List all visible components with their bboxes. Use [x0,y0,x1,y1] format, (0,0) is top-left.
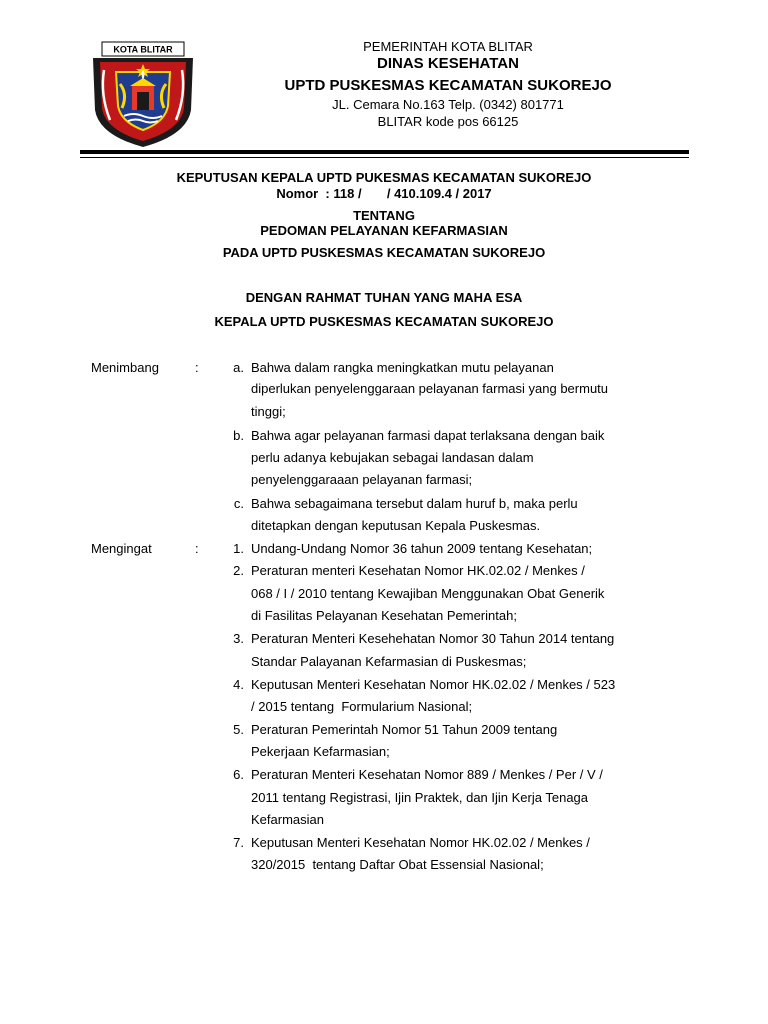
mengingat-label: Mengingat [91,541,152,556]
mengingat-marker: 6. [233,767,244,782]
decree-authority: KEPALA UPTD PUSKESMAS KECAMATAN SUKOREJO [214,314,554,329]
menimbang-label: Menimbang [91,360,159,375]
mengingat-line: Kefarmasian [251,812,324,827]
mengingat-line: 320/2015 tentang Daftar Obat Essensial Nasional; [251,857,544,872]
header-address: JL. Cemara No.163 Telp. (0342) 801771 [332,97,564,112]
decree-location: PADA UPTD PUSKESMAS KECAMATAN SUKOREJO [222,245,546,260]
menimbang-line: ditetapkan dengan keputusan Kepala Puskesmas. [251,518,541,533]
menimbang-marker: a. [233,360,244,375]
mengingat-line: Undang-Undang Nomor 36 tahun 2009 tentang Kesehatan; [251,541,593,556]
logo-label: KOTA BLITAR [113,44,173,55]
menimbang-marker: c. [233,496,244,511]
mengingat-line: Peraturan Pemerintah Nomor 51 Tahun 2009 tentang [251,722,558,737]
menimbang-line: perlu adanya kebujakan sebagai landasan dalam [251,450,534,465]
menimbang-colon: : [195,360,199,375]
header-institution: UPTD PUSKESMAS KECAMATAN SUKOREJO [284,77,612,94]
mengingat-colon: : [195,541,199,556]
mengingat-marker: 2. [233,563,244,578]
header-department: DINAS KESEHATAN [377,55,519,72]
menimbang-line: Bahwa sebagaimana tersebut dalam huruf b, maka perlu [251,496,578,511]
mengingat-line: Pekerjaan Kefarmasian; [251,744,390,759]
letterhead-divider-thick [80,150,689,154]
header-city: BLITAR kode pos 66125 [377,114,519,129]
mengingat-marker: 7. [233,835,244,850]
mengingat-line: 2011 tentang Registrasi, Ijin Praktek, dan Ijin Kerja Tenaga [251,790,589,805]
mengingat-line: Keputusan Menteri Kesehatan Nomor HK.02.02 / Menkes / [251,835,590,850]
menimbang-line: diperlukan penyelenggaraan pelayanan farmasi yang bermutu [251,381,609,396]
decree-tentang: TENTANG [353,208,415,223]
decree-number: Nomor : 118 / / 410.109.4 / 2017 [276,186,492,201]
kota-blitar-emblem-logo [88,40,198,150]
menimbang-line: Bahwa dalam rangka meningkatkan mutu pelayanan [251,360,554,375]
mengingat-line: 068 / I / 2010 tentang Kewajiban Menggunakan Obat Generik [251,586,605,601]
mengingat-marker: 4. [233,677,244,692]
menimbang-line: penyelenggaraaan pelayanan farmasi; [251,472,473,487]
mengingat-line: / 2015 tentang Formularium Nasional; [251,699,473,714]
mengingat-line: Standar Palayanan Kefarmasian di Puskesmas; [251,654,527,669]
mengingat-line: Keputusan Menteri Kesehatan Nomor HK.02.02 / Menkes / 523 [251,677,616,692]
mengingat-line: Peraturan Menteri Kesehatan Nomor 889 / Menkes / Per / V / [251,767,603,782]
mengingat-marker: 5. [233,722,244,737]
decree-title: KEPUTUSAN KEPALA UPTD PUKESMAS KECAMATAN SUKOREJO [176,170,592,185]
menimbang-marker: b. [233,428,244,443]
menimbang-line: Bahwa agar pelayanan farmasi dapat terlaksana dengan baik [251,428,605,443]
mengingat-line: di Fasilitas Pelayanan Kesehatan Pemerintah; [251,608,517,623]
mengingat-marker: 3. [233,631,244,646]
decree-invocation: DENGAN RAHMAT TUHAN YANG MAHA ESA [245,290,523,305]
header-government: PEMERINTAH KOTA BLITAR [363,39,533,54]
decree-subject: PEDOMAN PELAYANAN KEFARMASIAN [260,223,508,238]
mengingat-marker: 1. [233,541,244,556]
menimbang-line: tinggi; [251,404,286,419]
mengingat-line: Peraturan menteri Kesehatan Nomor HK.02.02 / Menkes / [251,563,585,578]
letterhead-divider-thin [80,157,689,158]
mengingat-line: Peraturan Menteri Kesehehatan Nomor 30 Tahun 2014 tentang [251,631,615,646]
